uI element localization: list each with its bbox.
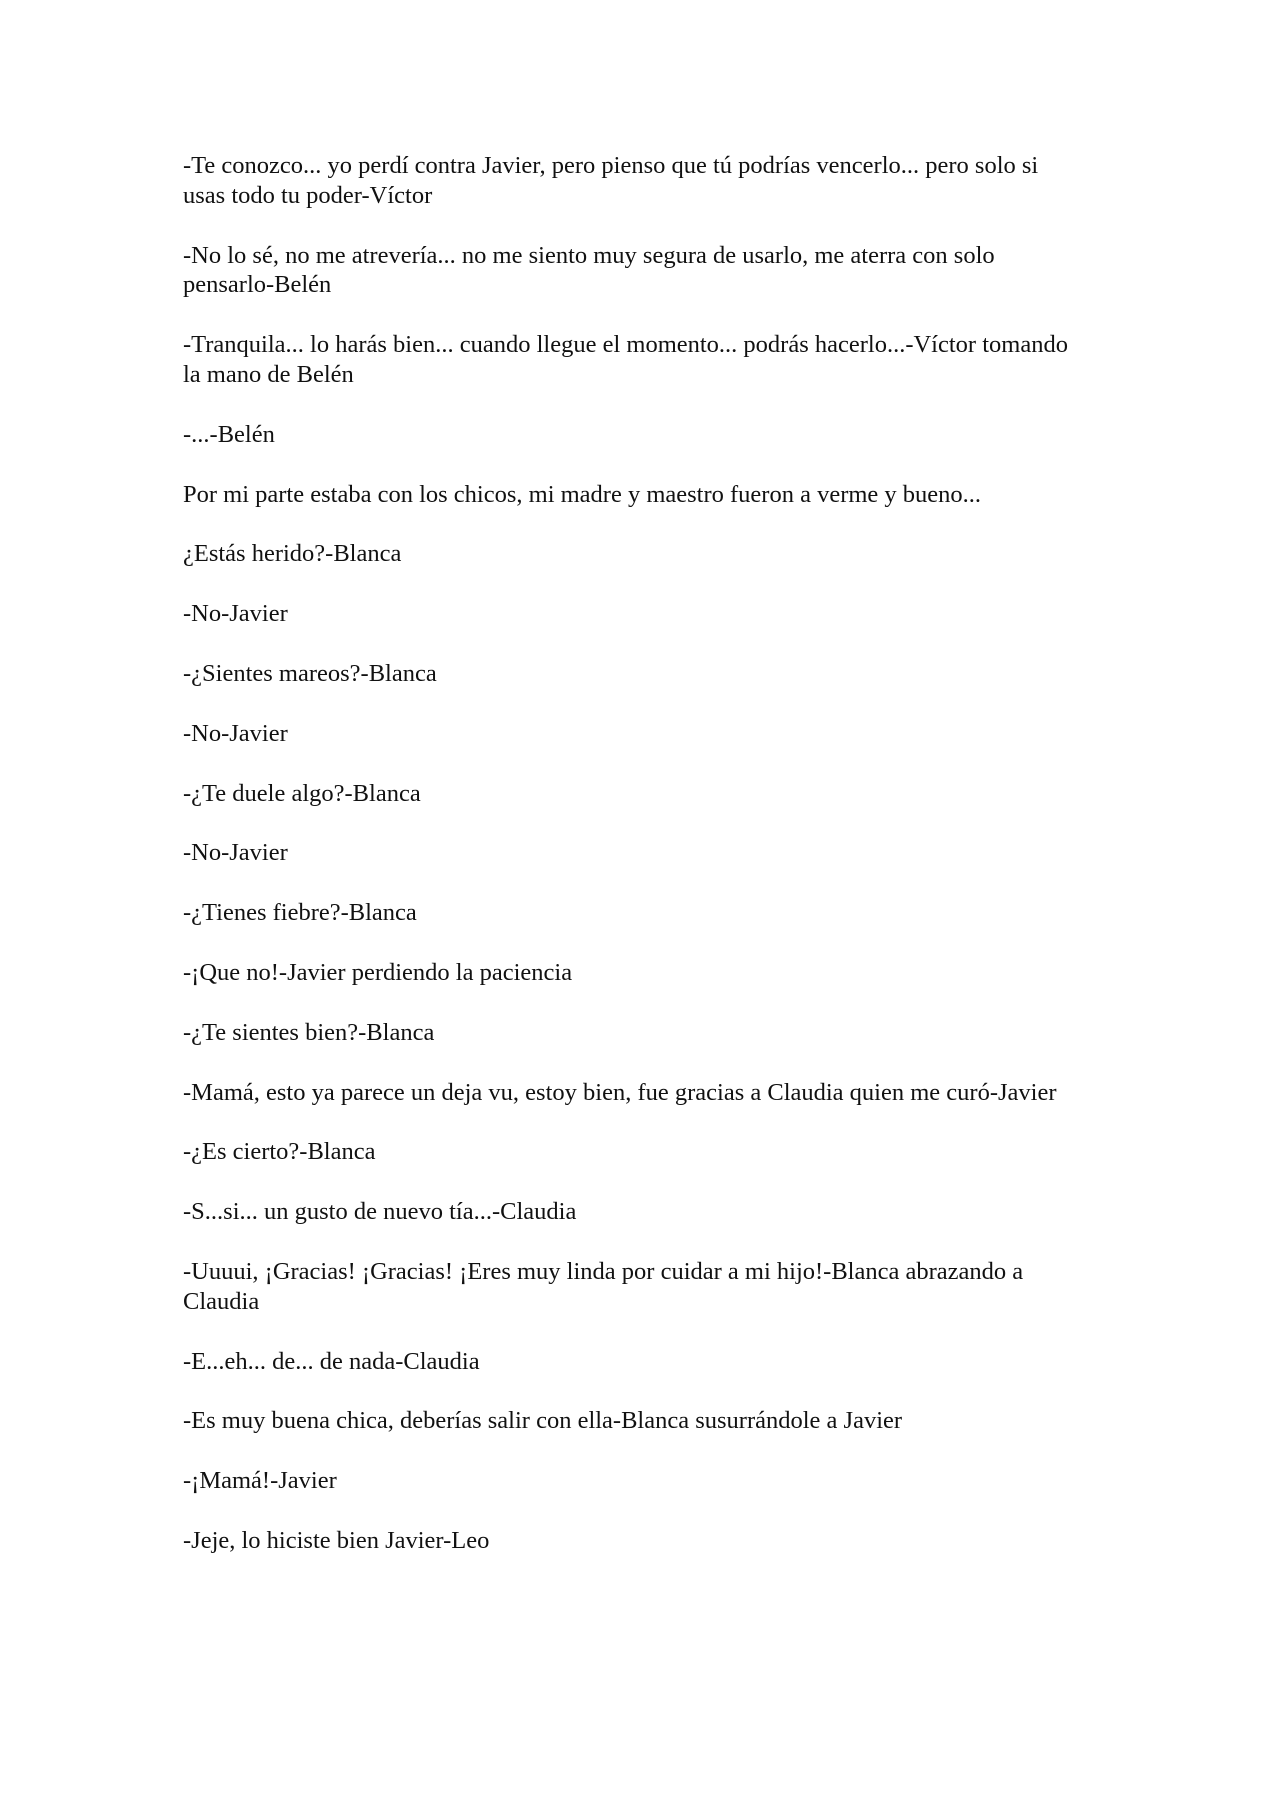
paragraph: -¿Te duele algo?-Blanca <box>183 779 421 807</box>
paragraph: -No lo sé, no me atrevería... no me siento muy segura de usarlo, me aterra con solo pensarlo-Belén <box>183 241 995 299</box>
paragraph: -¿Tienes fiebre?-Blanca <box>183 899 417 927</box>
paragraph: -No-Javier <box>183 719 288 747</box>
paragraph: -No-Javier <box>183 600 288 628</box>
paragraph: -¿Sientes mareos?-Blanca <box>183 659 437 687</box>
paragraph: -...-Belén <box>183 420 275 448</box>
paragraph: -¿Es cierto?-Blanca <box>183 1138 376 1166</box>
paragraph: -Mamá, esto ya parece un deja vu, estoy bien, fue gracias a Claudia quien me curó-Javier <box>183 1078 1057 1106</box>
paragraph: -No-Javier <box>183 839 288 867</box>
paragraph: -¡Que no!-Javier perdiendo la paciencia <box>183 958 573 986</box>
paragraph: -Uuuui, ¡Gracias! ¡Gracias! ¡Eres muy linda por cuidar a mi hijo!-Blanca abrazando a Claudia <box>183 1257 1024 1315</box>
paragraph: -Es muy buena chica, deberías salir con ella-Blanca susurrándole a Javier <box>183 1407 903 1435</box>
document-body <box>183 151 1083 1586</box>
paragraph: -¿Te sientes bien?-Blanca <box>183 1018 435 1046</box>
paragraph: -E...eh... de... de nada-Claudia <box>183 1347 480 1375</box>
paragraph: -Jeje, lo hiciste bien Javier-Leo <box>183 1526 490 1554</box>
paragraph: -S...si... un gusto de nuevo tía...-Claudia <box>183 1198 577 1226</box>
paragraph: ¿Estás herido?-Blanca <box>183 540 402 568</box>
paragraph: -Te conozco... yo perdí contra Javier, pero pienso que tú podrías vencerlo... pero solo si usas todo tu poder-Víctor <box>183 152 1039 209</box>
paragraph: -¡Mamá!-Javier <box>183 1467 337 1495</box>
paragraph: Por mi parte estaba con los chicos, mi madre y maestro fueron a verme y bueno... <box>183 480 982 508</box>
paragraph: -Tranquila... lo harás bien... cuando llegue el momento... podrás hacerlo...-Víctor tomando la mano de Belén <box>183 331 1068 388</box>
